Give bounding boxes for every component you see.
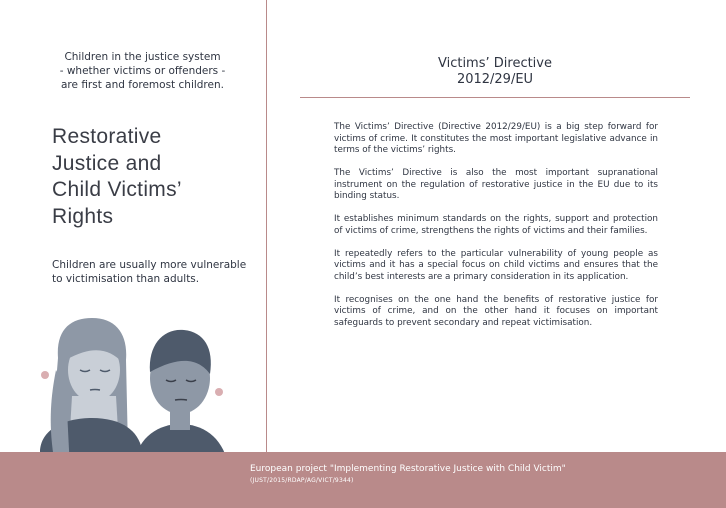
intro-line: are first and foremost children. xyxy=(61,79,224,91)
section-title-line: Victims’ Directive xyxy=(437,56,552,71)
note-line: to victimisation than adults. xyxy=(52,273,200,285)
body-paragraph: The Victims’ Directive (Directive 2012/29/EU) is a big step forward for victims of crime. It constitutes the most important legislative advance in terms of the victims’ rights. xyxy=(334,122,658,155)
decorative-dot xyxy=(41,371,49,379)
panel-heading xyxy=(52,124,252,230)
intro-line: - whether victims or offenders - xyxy=(59,65,226,77)
body-paragraph: It recognises on the one hand the benefits of restorative justice for victims of crime, and on the other hand it focuses on important safeguards to prevent secondary and repeat victimisation. xyxy=(334,294,658,328)
decorative-dot xyxy=(215,388,223,396)
note-line: Children are usually more vulnerable xyxy=(52,259,247,271)
intro-text xyxy=(50,50,235,92)
page-fold-divider xyxy=(266,0,267,452)
body-paragraph: The Victims’ Directive is also the most important supranational instrument on the regulation of restorative justice in the EU due to its binding status. xyxy=(334,168,658,201)
footer-project-code: (JUST/2015/RDAP/AG/VICT/9344) xyxy=(250,477,354,484)
directive-body xyxy=(334,122,658,341)
body-paragraph: It establishes minimum standards on the rights, support and protection of victims of crime, strengthens the rights of victims and their families. xyxy=(334,214,658,236)
body-paragraph: It repeatedly refers to the particular vulnerability of young people as victims and it has a special focus on child victims and ensures that the child’s best interests are a primary consideration in its application. xyxy=(334,248,658,282)
heading-line: Justice and xyxy=(52,151,162,175)
heading-line: Rights xyxy=(52,204,114,228)
heading-line: Restorative xyxy=(52,125,162,148)
heading-line: Child Victims’ xyxy=(52,178,182,201)
intro-line: Children in the justice system xyxy=(64,51,221,63)
title-divider xyxy=(300,97,690,98)
footer-project-title: European project "Implementing Restorative Justice with Child Victim" xyxy=(250,464,566,474)
vulnerability-note xyxy=(52,258,252,286)
footer-band xyxy=(0,452,726,508)
section-title-line: 2012/29/EU xyxy=(456,72,534,87)
section-title xyxy=(400,56,590,88)
